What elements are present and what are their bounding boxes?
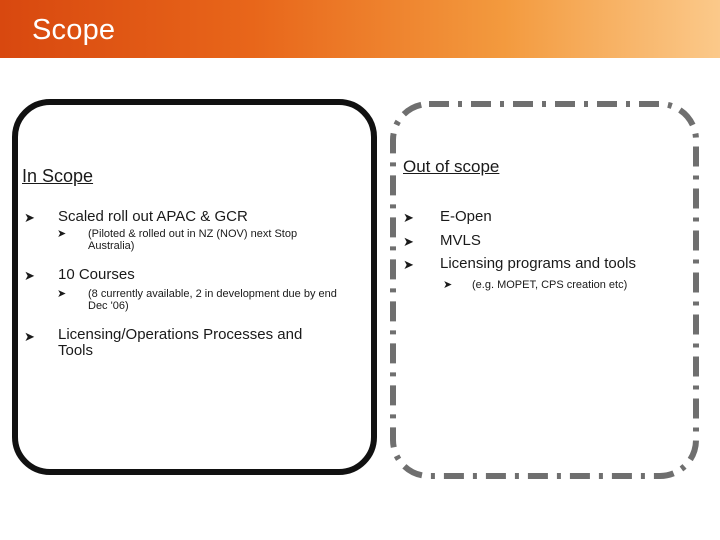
arrowhead-bullet-icon: ➤: [403, 210, 414, 225]
out-of-scope-item-1: E-Open: [440, 208, 492, 225]
in-scope-frame: [12, 99, 377, 475]
in-scope-item-1: Scaled roll out APAC & GCR: [58, 208, 248, 225]
arrowhead-bullet-icon: ➤: [24, 268, 35, 283]
out-of-scope-item-2: MVLS: [440, 232, 481, 249]
out-of-scope-item-3-detail: (e.g. MOPET, CPS creation etc): [472, 279, 628, 291]
arrowhead-bullet-icon: ➤: [57, 228, 67, 240]
in-scope-item-1-detail: (Piloted & rolled out in NZ (NOV) next Stop Australia): [88, 228, 298, 252]
arrowhead-bullet-icon: ➤: [57, 288, 67, 300]
in-scope-item-3: Licensing/Operations Processes and Tools: [58, 326, 303, 359]
arrowhead-bullet-icon: ➤: [24, 210, 35, 225]
out-of-scope-title: Out of scope: [403, 157, 500, 176]
in-scope-item-2: 10 Courses: [58, 266, 135, 283]
arrowhead-bullet-icon: ➤: [403, 234, 414, 249]
title-bar: [0, 0, 720, 58]
arrowhead-bullet-icon: ➤: [443, 279, 453, 291]
arrowhead-bullet-icon: ➤: [24, 329, 35, 344]
out-of-scope-item-3: Licensing programs and tools: [440, 255, 636, 272]
arrowhead-bullet-icon: ➤: [403, 257, 414, 272]
in-scope-item-2-detail: (8 currently available, 2 in development due by end Dec '06): [88, 288, 337, 312]
slide-title: Scope: [32, 14, 116, 46]
in-scope-title: In Scope: [22, 166, 94, 186]
